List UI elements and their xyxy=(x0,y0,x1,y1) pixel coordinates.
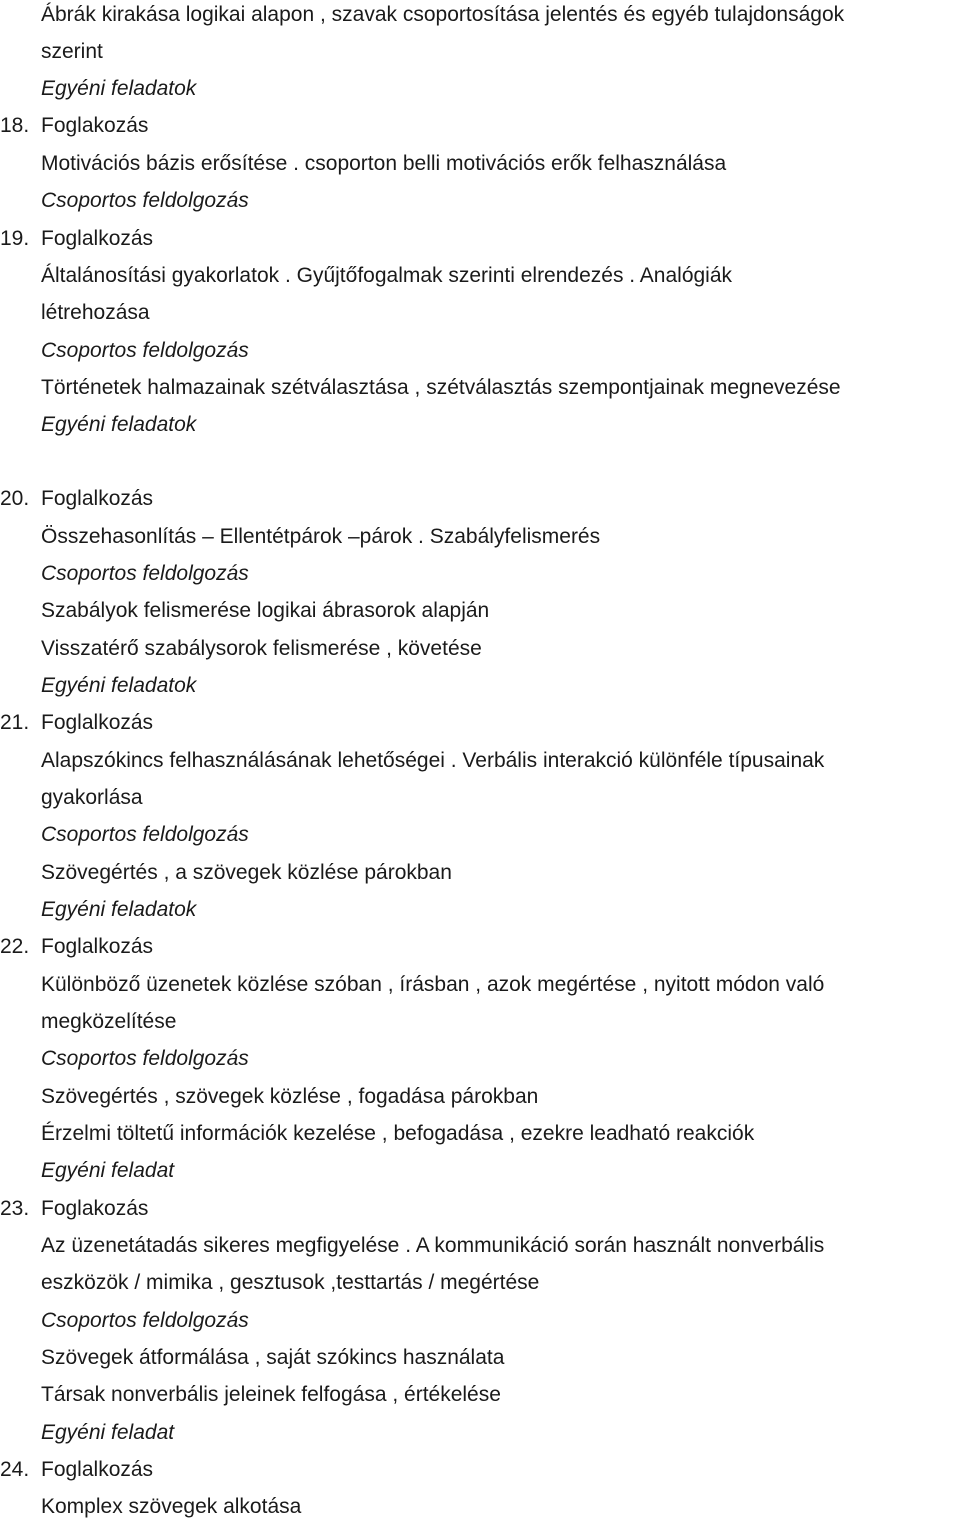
section-label xyxy=(41,1044,249,1074)
line-text: Egyéni feladatok xyxy=(41,898,197,921)
line-text: Egyéni feladat xyxy=(41,1421,175,1444)
line-text: Érzelmi töltetű információk kezelése , befogadása , ezekre leadható reakciók xyxy=(41,1122,755,1145)
line-text: Különböző üzenetek közlése szóban , írásban , azok megértése , nyitott módon való xyxy=(41,973,825,996)
body-text-line xyxy=(41,970,824,1000)
line-text: Általánosítási gyakorlatok . Gyűjtőfogalmak szerinti elrendezés . Analógiák xyxy=(41,264,733,287)
line-text: Egyéni feladatok xyxy=(41,674,197,697)
section-label xyxy=(41,1156,174,1186)
session-heading xyxy=(0,1194,148,1224)
line-text: létrehozása xyxy=(41,301,150,324)
line-text: szerint xyxy=(41,40,103,63)
line-text: Egyéni feladatok xyxy=(41,77,197,100)
session-title: Foglakozás xyxy=(41,1197,149,1220)
session-heading xyxy=(0,224,153,254)
line-text: Alapszókincs felhasználásának lehetőségei . Verbális interakció különféle típusainak xyxy=(41,749,825,772)
body-text-line xyxy=(41,1082,538,1112)
line-text: Egyéni feladat xyxy=(41,1159,175,1182)
line-text: Komplex szövegek alkotása xyxy=(41,1495,302,1518)
section-label xyxy=(41,186,249,216)
section-label xyxy=(41,1306,249,1336)
section-label xyxy=(41,336,249,366)
body-text-line xyxy=(41,298,150,328)
body-text-line xyxy=(41,858,452,888)
body-text-line xyxy=(41,1343,504,1373)
line-text: Csoportos feldolgozás xyxy=(41,823,249,846)
line-text: Az üzenetátadás sikeres megfigyelése . A kommunikáció során használt nonverbális xyxy=(41,1234,825,1257)
line-text: Csoportos feldolgozás xyxy=(41,189,249,212)
session-heading xyxy=(0,1455,153,1485)
body-text-line xyxy=(41,149,726,179)
section-label xyxy=(41,559,249,589)
body-text-line xyxy=(41,1231,824,1261)
section-label xyxy=(41,895,196,925)
session-title: Foglalkozás xyxy=(41,227,154,250)
body-text-line xyxy=(41,373,841,403)
section-label xyxy=(41,74,196,104)
session-title: Foglalkozás xyxy=(41,935,154,958)
session-number: 22. xyxy=(0,935,30,958)
session-number: 18. xyxy=(0,114,30,137)
line-text: megközelítése xyxy=(41,1010,177,1033)
body-text-line xyxy=(41,1380,501,1410)
body-text-line xyxy=(41,1268,539,1298)
session-number: 20. xyxy=(0,487,30,510)
body-text-line xyxy=(41,634,482,664)
body-text-line xyxy=(41,1492,301,1522)
session-heading xyxy=(0,932,153,962)
session-number: 23. xyxy=(0,1197,30,1220)
session-number: 19. xyxy=(0,227,30,250)
body-text-line xyxy=(41,261,732,291)
session-heading xyxy=(0,484,153,514)
line-text: Összehasonlítás – Ellentétpárok –párok . Szabályfelismerés xyxy=(41,525,601,548)
body-text-line xyxy=(41,596,489,626)
body-text-line xyxy=(41,522,600,552)
line-text: gyakorlása xyxy=(41,786,143,809)
body-text-line xyxy=(41,37,103,67)
line-text: eszközök / mimika , gesztusok ,testtartás / megértése xyxy=(41,1271,540,1294)
session-number: 21. xyxy=(0,711,30,734)
line-text: Ábrák kirakása logikai alapon , szavak csoportosítása jelentés és egyéb tulajdonságok xyxy=(41,3,845,26)
line-text: Csoportos feldolgozás xyxy=(41,339,249,362)
section-label xyxy=(41,1418,174,1448)
section-label xyxy=(41,410,196,440)
line-text: Történetek halmazainak szétválasztása , szétválasztás szempontjainak megnevezése xyxy=(41,376,841,399)
body-text-line xyxy=(41,746,824,776)
line-text: Visszatérő szabálysorok felismerése , követése xyxy=(41,637,482,660)
session-heading xyxy=(0,708,153,738)
session-title: Foglalkozás xyxy=(41,487,154,510)
line-text: Egyéni feladatok xyxy=(41,413,197,436)
line-text: Szövegértés , szövegek közlése , fogadása párokban xyxy=(41,1085,539,1108)
line-text: Szövegértés , a szövegek közlése párokban xyxy=(41,861,452,884)
line-text: Csoportos feldolgozás xyxy=(41,562,249,585)
session-heading xyxy=(0,111,148,141)
section-label xyxy=(41,820,249,850)
line-text: Szabályok felismerése logikai ábrasorok alapján xyxy=(41,599,490,622)
session-title: Foglalkozás xyxy=(41,711,154,734)
session-title: Foglalkozás xyxy=(41,1458,154,1481)
body-text-line xyxy=(41,1007,176,1037)
line-text: Csoportos feldolgozás xyxy=(41,1309,249,1332)
section-label xyxy=(41,671,196,701)
body-text-line xyxy=(41,783,143,813)
line-text: Szövegek átformálása , saját szókincs használata xyxy=(41,1346,505,1369)
body-text-line xyxy=(41,1119,754,1149)
session-title: Foglakozás xyxy=(41,114,149,137)
line-text: Csoportos feldolgozás xyxy=(41,1047,249,1070)
line-text: Motivációs bázis erősítése . csoporton belli motivációs erők felhasználása xyxy=(41,152,727,175)
body-text-line xyxy=(41,0,844,30)
session-number: 24. xyxy=(0,1458,30,1481)
line-text: Társak nonverbális jeleinek felfogása , értékelése xyxy=(41,1383,501,1406)
